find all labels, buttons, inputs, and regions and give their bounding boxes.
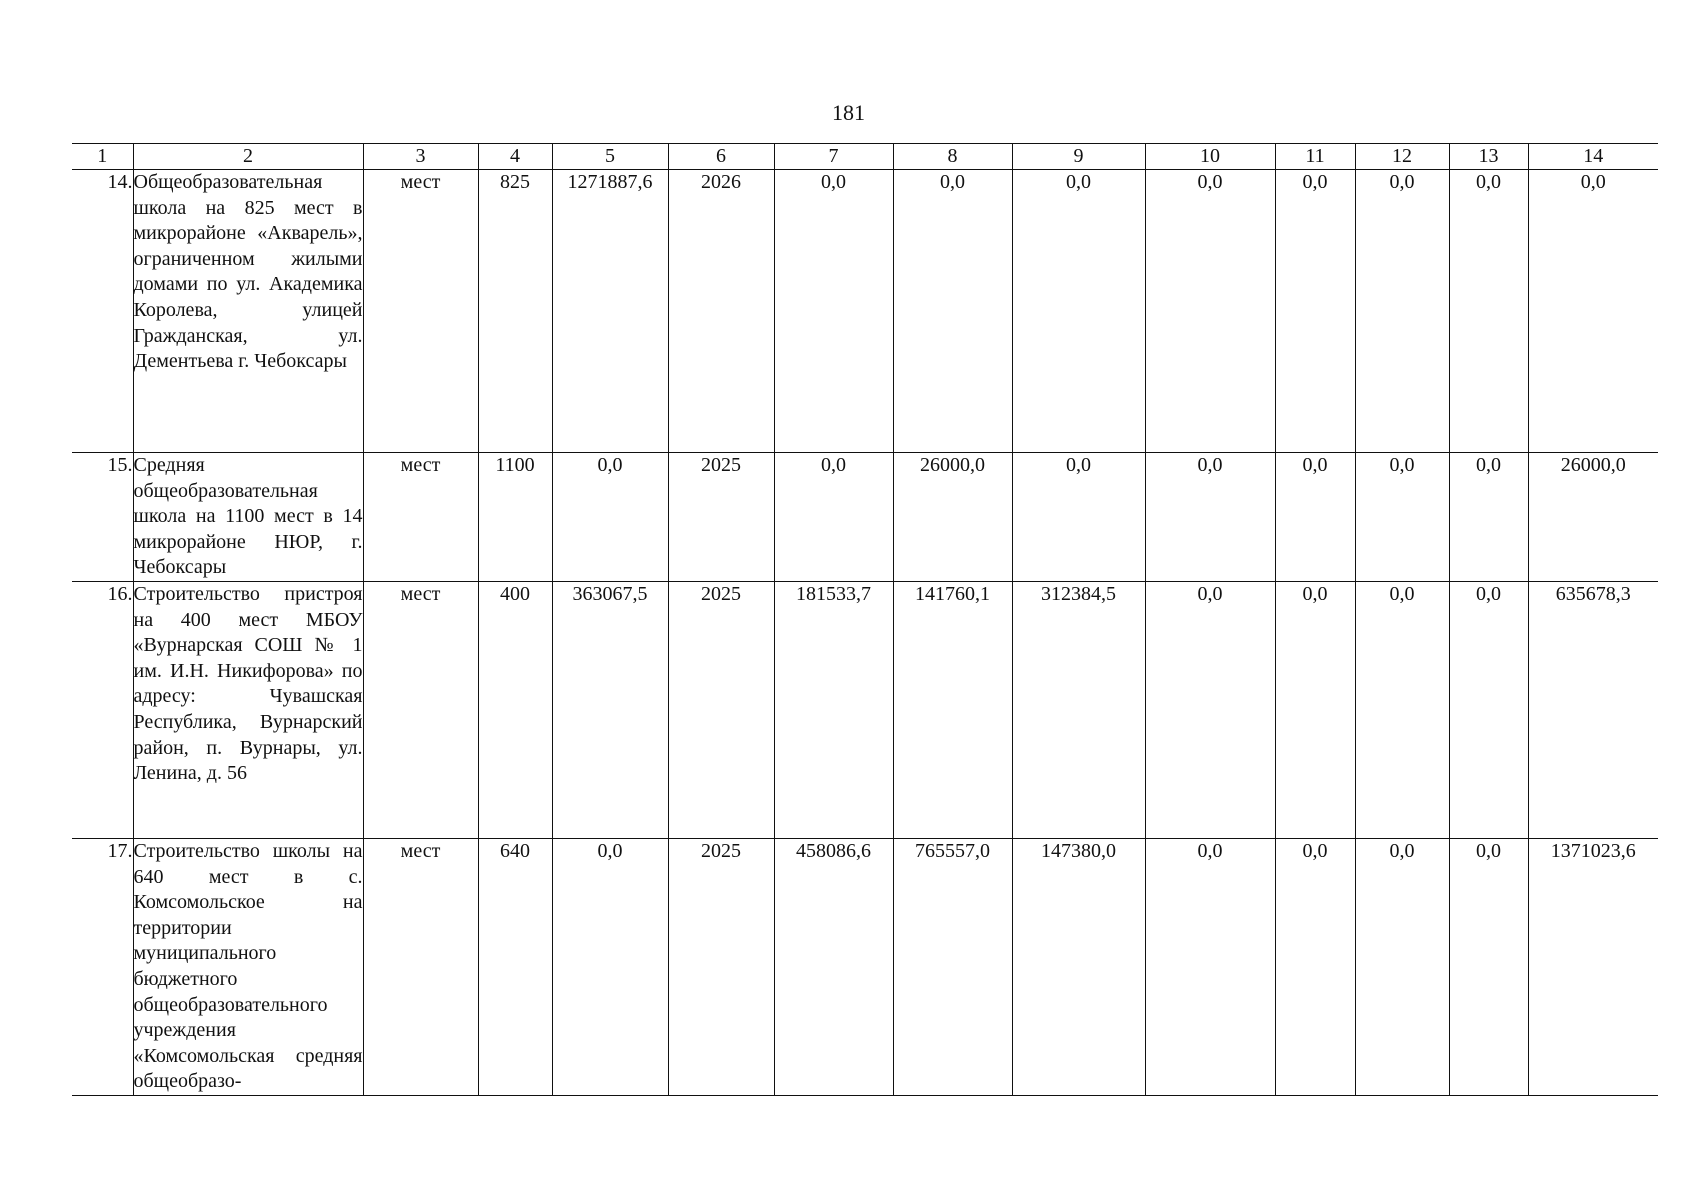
value-cell: 0,0 xyxy=(1275,170,1355,453)
header-cell: 4 xyxy=(478,144,552,170)
year-cell: 2025 xyxy=(668,453,774,582)
header-cell: 6 xyxy=(668,144,774,170)
value-cell: 0,0 xyxy=(1355,839,1449,1096)
value-cell: 147380,0 xyxy=(1012,839,1145,1096)
cost-cell: 1271887,6 xyxy=(552,170,668,453)
value-cell: 0,0 xyxy=(1275,582,1355,839)
year-cell: 2025 xyxy=(668,582,774,839)
investment-table xyxy=(72,143,1658,1096)
value-cell: 0,0 xyxy=(1449,582,1528,839)
capacity-cell: 640 xyxy=(478,839,552,1096)
value-cell: 0,0 xyxy=(1012,453,1145,582)
total-cell: 0,0 xyxy=(1528,170,1658,453)
header-cell: 2 xyxy=(133,144,363,170)
value-cell: 0,0 xyxy=(1145,453,1275,582)
table-row xyxy=(72,839,1658,1096)
header-cell: 5 xyxy=(552,144,668,170)
object-name: Общеобразовательная школа на 825 мест в микрорайоне «Акварель», ограниченном жилыми домами по ул. Академика Королева, улицей Гражданская, ул. Дементьева г. Чебоксары xyxy=(133,170,363,453)
cost-cell: 363067,5 xyxy=(552,582,668,839)
value-cell: 0,0 xyxy=(1449,839,1528,1096)
total-cell: 635678,3 xyxy=(1528,582,1658,839)
header-cell: 9 xyxy=(1012,144,1145,170)
value-cell: 0,0 xyxy=(1012,170,1145,453)
unit-cell: мест xyxy=(363,170,478,453)
year-cell: 2026 xyxy=(668,170,774,453)
object-name: Средняя общеобразовательная школа на 1100 мест в 14 микрорайоне НЮР, г. Чебоксары xyxy=(133,453,363,582)
value-cell: 0,0 xyxy=(774,170,893,453)
object-name: Строительство пристроя на 400 мест МБОУ «Вурнарская СОШ № 1 им. И.Н. Никифорова» по адресу: Чувашская Республика, Вурнарский район, п. Вурнары, ул. Ленина, д. 56 xyxy=(133,582,363,839)
value-cell: 765557,0 xyxy=(893,839,1012,1096)
value-cell: 0,0 xyxy=(1145,839,1275,1096)
value-cell: 141760,1 xyxy=(893,582,1012,839)
value-cell: 0,0 xyxy=(1275,453,1355,582)
value-cell: 0,0 xyxy=(1355,453,1449,582)
value-cell: 0,0 xyxy=(1449,170,1528,453)
header-cell: 1 xyxy=(72,144,133,170)
value-cell: 312384,5 xyxy=(1012,582,1145,839)
value-cell: 0,0 xyxy=(1145,582,1275,839)
cost-cell: 0,0 xyxy=(552,839,668,1096)
row-number: 17. xyxy=(72,839,133,1096)
row-number: 16. xyxy=(72,582,133,839)
capacity-cell: 400 xyxy=(478,582,552,839)
row-number: 15. xyxy=(72,453,133,582)
value-cell: 181533,7 xyxy=(774,582,893,839)
value-cell: 0,0 xyxy=(1145,170,1275,453)
value-cell: 0,0 xyxy=(893,170,1012,453)
capacity-cell: 825 xyxy=(478,170,552,453)
object-name: Строительство школы на 640 мест в с. Комсомольское на территории муниципального бюджетного общеобразовательного учреждения «Комсомольская средняя общеобразо- xyxy=(133,839,363,1096)
header-cell: 14 xyxy=(1528,144,1658,170)
total-cell: 26000,0 xyxy=(1528,453,1658,582)
capacity-cell: 1100 xyxy=(478,453,552,582)
row-number: 14. xyxy=(72,170,133,453)
unit-cell: мест xyxy=(363,453,478,582)
header-cell: 11 xyxy=(1275,144,1355,170)
table-row xyxy=(72,582,1658,839)
value-cell: 0,0 xyxy=(1355,582,1449,839)
table-row xyxy=(72,453,1658,582)
unit-cell: мест xyxy=(363,839,478,1096)
total-cell: 1371023,6 xyxy=(1528,839,1658,1096)
header-cell: 12 xyxy=(1355,144,1449,170)
cost-cell: 0,0 xyxy=(552,453,668,582)
header-cell: 7 xyxy=(774,144,893,170)
value-cell: 0,0 xyxy=(1355,170,1449,453)
unit-cell: мест xyxy=(363,582,478,839)
table-row xyxy=(72,170,1658,453)
header-cell: 13 xyxy=(1449,144,1528,170)
page-number: 181 xyxy=(832,100,865,125)
header-cell: 10 xyxy=(1145,144,1275,170)
header-cell: 8 xyxy=(893,144,1012,170)
value-cell: 0,0 xyxy=(1449,453,1528,582)
year-cell: 2025 xyxy=(668,839,774,1096)
header-cell: 3 xyxy=(363,144,478,170)
value-cell: 0,0 xyxy=(1275,839,1355,1096)
value-cell: 458086,6 xyxy=(774,839,893,1096)
value-cell: 0,0 xyxy=(774,453,893,582)
value-cell: 26000,0 xyxy=(893,453,1012,582)
header-row xyxy=(72,144,1658,170)
